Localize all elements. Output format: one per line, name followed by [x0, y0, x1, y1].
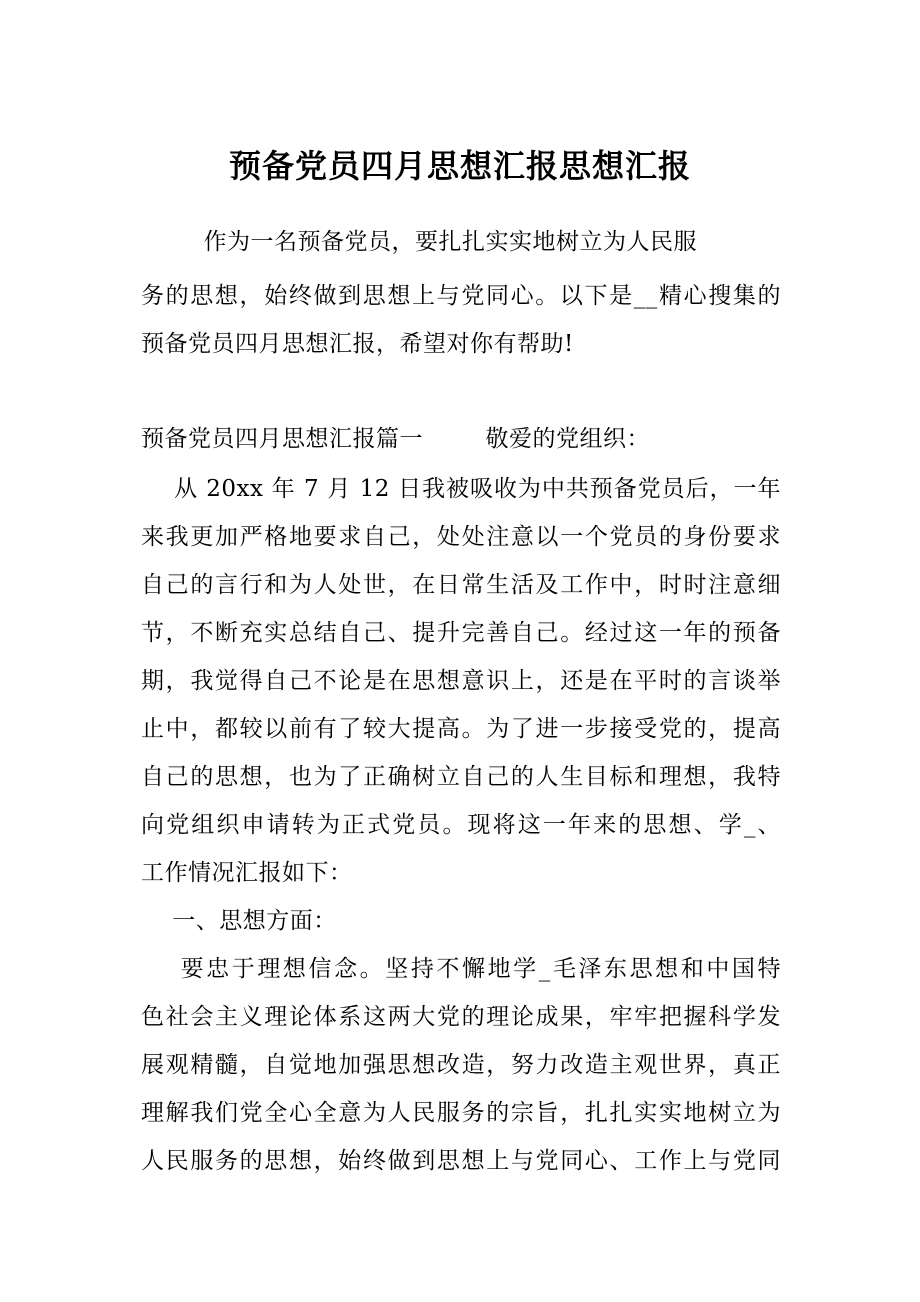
paragraph-line-body-3: 自己的言行和为人处世，在日常生活及工作中，时时注意细 — [141, 572, 781, 598]
paragraph-line-body-7: 自己的思想，也为了正确树立自己的人生目标和理想，我特 — [141, 764, 781, 790]
paragraph-line-body-4: 节，不断充实总结自己、提升完善自己。经过这一年的预备 — [141, 620, 781, 646]
paragraph-line-body-2: 来我更加严格地要求自己，处处注意以一个党员的身份要求 — [141, 524, 781, 550]
paragraph-line-body-6: 止中，都较以前有了较大提高。为了进一步接受党的，提高 — [141, 716, 781, 742]
section-heading-line: 预备党员四月思想汇报篇一 敬爱的党组织： — [141, 426, 650, 452]
document-title: 预备党员四月思想汇报思想汇报 — [228, 147, 691, 185]
paragraph-line-intro-1: 作为一名预备党员，要扎扎实实地树立为人民服 — [141, 229, 697, 255]
paragraph-line-thought-1: 要忠于理想信念。坚持不懈地学_毛泽东思想和中国特 — [141, 956, 781, 982]
paragraph-line-body-5: 期，我觉得自己不论是在思想意识上，还是在平时的言谈举 — [141, 668, 781, 694]
paragraph-line-body-1: 从 20xx 年 7 月 12 日我被吸收为中共预备党员后，一年 — [141, 476, 781, 502]
paragraph-line-thought-4: 理解我们党全心全意为人民服务的宗旨，扎扎实实地树立为 — [141, 1100, 781, 1126]
paragraph-line-body-9: 工作情况汇报如下： — [141, 860, 353, 886]
paragraph-line-thought-3: 展观精髓，自觉地加强思想改造，努力改造主观世界，真正 — [141, 1052, 781, 1078]
subsection-heading: 一、思想方面： — [141, 908, 337, 934]
paragraph-line-thought-5: 人民服务的思想，始终做到思想上与党同心、工作上与党同 — [141, 1148, 781, 1174]
paragraph-line-body-8: 向党组织申请转为正式党员。现将这一年来的思想、学_、 — [141, 812, 781, 838]
paragraph-line-thought-2: 色社会主义理论体系这两大党的理论成果，牢牢把握科学发 — [141, 1004, 781, 1030]
paragraph-line-intro-3: 预备党员四月思想汇报，希望对你有帮助! — [141, 331, 574, 357]
paragraph-line-intro-2: 务的思想，始终做到思想上与党同心。以下是__精心搜集的 — [141, 283, 781, 309]
